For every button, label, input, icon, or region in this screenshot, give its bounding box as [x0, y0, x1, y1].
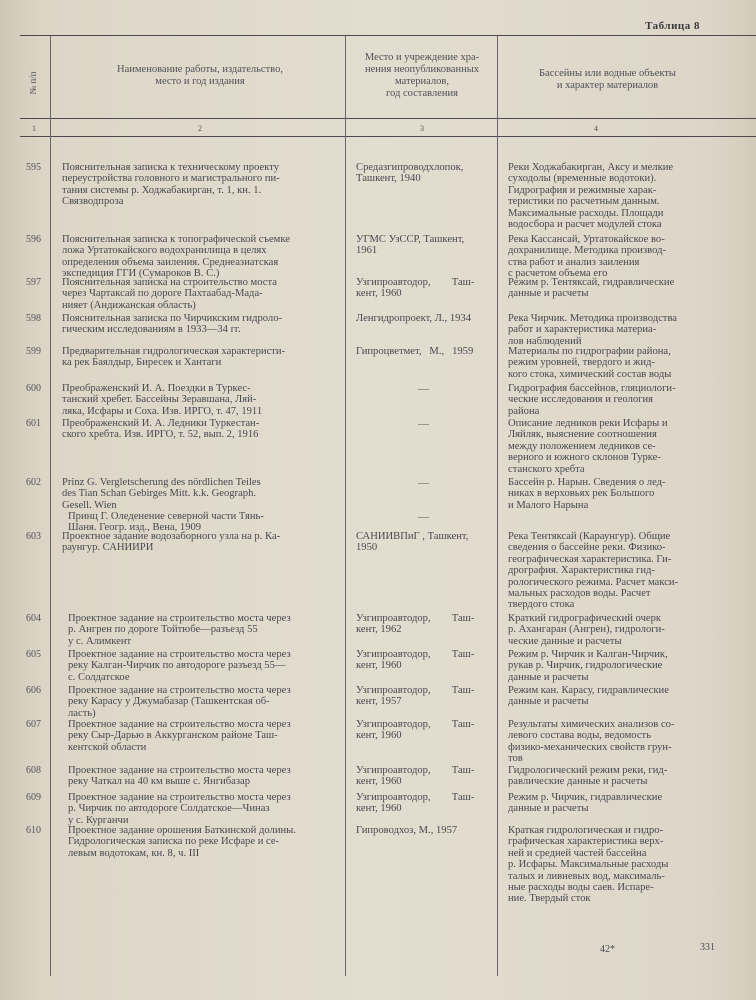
column-number-4: 4: [594, 124, 598, 133]
row-place: Средазгипроводхлопок, Ташкент, 1940: [356, 162, 464, 185]
column-number-rule: [20, 136, 756, 137]
row-place: Узгипроавтодор, Таш- кент, 1960: [356, 649, 475, 672]
header-bottom-rule: [20, 118, 756, 119]
row-title: Проектное задание на строительство моста через реку Чаткал на 40 км выше с. Янгибазар: [68, 765, 291, 788]
row-content: Краткий гидрографический очерк р. Ахангаран (Ангрен), гидрологи- ческие данные и расчеты: [508, 613, 665, 647]
row-place: Узгипроавтодор, Таш- кент, 1960: [356, 765, 475, 788]
row-title: Пояснительная записка к техническому проекту переустройства головного и магистрального пи- тания системы р. Ходжабакирган, т. 1, кн. 1. Связводпроза: [62, 162, 280, 208]
row-content: Режим р. Тентяксай, гидравлические данные и расчеты: [508, 277, 675, 300]
row-content: Краткая гидрологическая и гидро- графическая характеристика верх- ней и средней частей бассейна р. Исфары. Максимальные расходы талых и ливневых вод, максималь- ные расходы воды саев. Испаре- ние. Твердый сток: [508, 825, 669, 905]
row-number: 601: [26, 418, 41, 429]
row-title: Предварительная гидрологическая характеристи- ка рек Баялдыр, Биресек и Хантаги: [62, 346, 286, 369]
row-content: Режим р. Чирчик, гидравлические данные и расчеты: [508, 792, 663, 815]
column-number-1: 1: [32, 124, 36, 133]
row-place: УГМС УзССР, Ташкент, 1961: [356, 234, 465, 257]
row-place: —: [418, 383, 429, 395]
header-col-place: Место и учреждение хра- нения неопубликованных материалов, год составления: [364, 52, 480, 99]
row-title: Проектное задание на строительство моста через р. Чирчик по автодороге Солдатское—Чиназ у с. Курганчи: [68, 792, 291, 826]
row-number: 604: [26, 613, 41, 624]
row-place: —: [418, 511, 429, 523]
table-title: Таблица 8: [645, 20, 700, 32]
row-content: Гидрография бассейнов, гляциологи- ческие исследования и геология района: [508, 383, 676, 417]
header-col-title: Наименование работы, издательство, место и год издания: [117, 64, 283, 87]
row-place: Узгипроавтодор, Таш- кент, 1960: [356, 719, 475, 742]
row-number: 596: [26, 234, 41, 245]
row-content: Описание ледников реки Исфары и Ляйляк, выяснение соотношения между положением ледников се- верного и южного склонов Турке- станского хребта: [508, 418, 668, 475]
row-content: Бассейн р. Нарын. Сведения о лед- никах в верховьях рек Большого и Малого Нарына: [508, 477, 666, 511]
row-place: Узгипроавтодор, Таш- кент, 1960: [356, 277, 475, 300]
row-title: Преображенский И. А. Поездки в Туркес- танский хребет. Бассейны Зеравшана, Ляй- ляка, Исфары и Соха. Изв. ИРГО, т. 47, 1911: [62, 383, 263, 417]
row-content: Режим кан. Карасу, гидравлические данные и расчеты: [508, 685, 669, 708]
row-number: 595: [26, 162, 41, 173]
column-divider-2: [345, 36, 346, 976]
row-content: Режим р. Чирчик и Калган-Чирчик, рукав р. Чирчик, гидрологические данные и расчеты: [508, 649, 668, 683]
row-number: 600: [26, 383, 41, 394]
row-number: 603: [26, 531, 41, 542]
row-place: Узгипроавтодор, Таш- кент, 1960: [356, 792, 475, 815]
row-content: Река Кассансай, Уртатокайское во- дохранилище. Методика производ- ства работ и анализ заиления с расчетом объема его: [508, 234, 666, 280]
row-number: 597: [26, 277, 41, 288]
row-place: Узгипроавтодор, Таш- кент, 1957: [356, 685, 475, 708]
row-place: Ленгидропроект, Л., 1934: [356, 313, 472, 324]
row-place: —: [418, 477, 429, 489]
row-title: Пояснительная записка к топографической съемке ложа Уртатокайского водохранилища в целях определения объема заиления. Среднеазиатская экспедиция ГГИ (Сумароков В. С.): [62, 234, 290, 280]
row-number: 607: [26, 719, 41, 730]
row-number: 609: [26, 792, 41, 803]
row-place: —: [418, 418, 429, 430]
row-title: Пояснительная записка по Чирчикским гидроло- гическим исследованиям в 1933—34 гг.: [62, 313, 283, 336]
column-divider-3: [497, 36, 498, 976]
row-title: Принц Г. Оледенение северной части Тянь- Шаня. Геогр. изд., Вена, 1909: [68, 511, 264, 534]
row-number: 598: [26, 313, 41, 324]
row-place: Гипроводхоз, М., 1957: [356, 825, 458, 836]
row-number: 605: [26, 649, 41, 660]
header-top-rule: [20, 35, 756, 36]
row-content: Реки Ходжабакирган, Аксу и мелкие суходолы (временные водотоки). Гидрография и режимные харак- теристики по расчетным данным. Максимальные расходы. Площади водосбора и расчет модулей стока: [508, 162, 674, 231]
row-number: 602: [26, 477, 41, 488]
row-content: Река Тентяксай (Караунгур). Общие сведения о бассейне реки. Физико- географическая характеристика. Ги- дрография. Характеристика гид- рологического режима. Расчет макси- мальных расходов воды. Расчет твердого стока: [508, 531, 679, 611]
row-content: Река Чирчик. Методика производства работ и характеристика материа- лов наблюдений: [508, 313, 678, 347]
row-title: Проектное задание водозаборного узла на р. Ка- раунгур. САНИИРИ: [62, 531, 281, 554]
column-divider-1: [50, 36, 51, 976]
row-title: Проектное задание на строительство моста через р. Ангрен по дороге Тойтюбе—разъезд 55 у с. Алимкент: [68, 613, 291, 647]
row-title: Преображенский И. А. Ледники Туркестан- ского хребта. Изв. ИРГО, т. 52, вып. 2, 1916: [62, 418, 260, 441]
row-title: Пояснительная записка на строительство моста через Чартаксай по дороге Пахтаабад-Мада- нияет (Андижанская область): [62, 277, 277, 311]
row-number: 599: [26, 346, 41, 357]
page-number: 331: [700, 942, 715, 953]
row-content: Материалы по гидрографии района, режим уровней, твердого и жид- кого стока, химический состав воды: [508, 346, 672, 380]
row-number: 610: [26, 825, 41, 836]
row-content: Гидрологический режим реки, гид- равлические данные и расчеты: [508, 765, 668, 788]
row-title: Проектное задание на строительство моста через реку Карасу у Джумабазар (Ташкентская об- ласть): [68, 685, 291, 719]
row-place: Гипроцветмет, М., 1959: [356, 346, 474, 357]
row-title: Проектное задание на строительство моста через реку Сыр-Дарью в Аккурганском районе Таш- кентской области: [68, 719, 291, 753]
header-col-content: Бассейны или водные объекты и характер материалов: [539, 68, 676, 91]
row-place: САНИИВПиГ , Ташкент, 1950: [356, 531, 469, 554]
signature-mark: 42*: [600, 944, 615, 955]
row-number: 606: [26, 685, 41, 696]
row-content: Результаты химических анализов со- левого состава воды, ведомость физико-механических свойств грун- тов: [508, 719, 675, 765]
row-title: Проектное задание орошения Баткинской долины. Гидрологическая записка по реке Исфаре и се- левым водотокам, кн. 8, ч. III: [68, 825, 296, 859]
row-place: Узгипроавтодор, Таш- кент, 1962: [356, 613, 475, 636]
row-number: 608: [26, 765, 41, 776]
column-number-2: 2: [198, 124, 202, 133]
column-number-3: 3: [420, 124, 424, 133]
row-title: Prinz G. Vergletscherung des nördlichen Teiles des Tian Schan Gebirges Mitt. k.k. Geograph. Gesell. Wien: [62, 477, 261, 511]
header-col-number: № п/п: [28, 71, 38, 95]
row-title: Проектное задание на строительство моста через реку Калган-Чирчик по автодороге разъезд 55— с. Солдатское: [68, 649, 291, 683]
